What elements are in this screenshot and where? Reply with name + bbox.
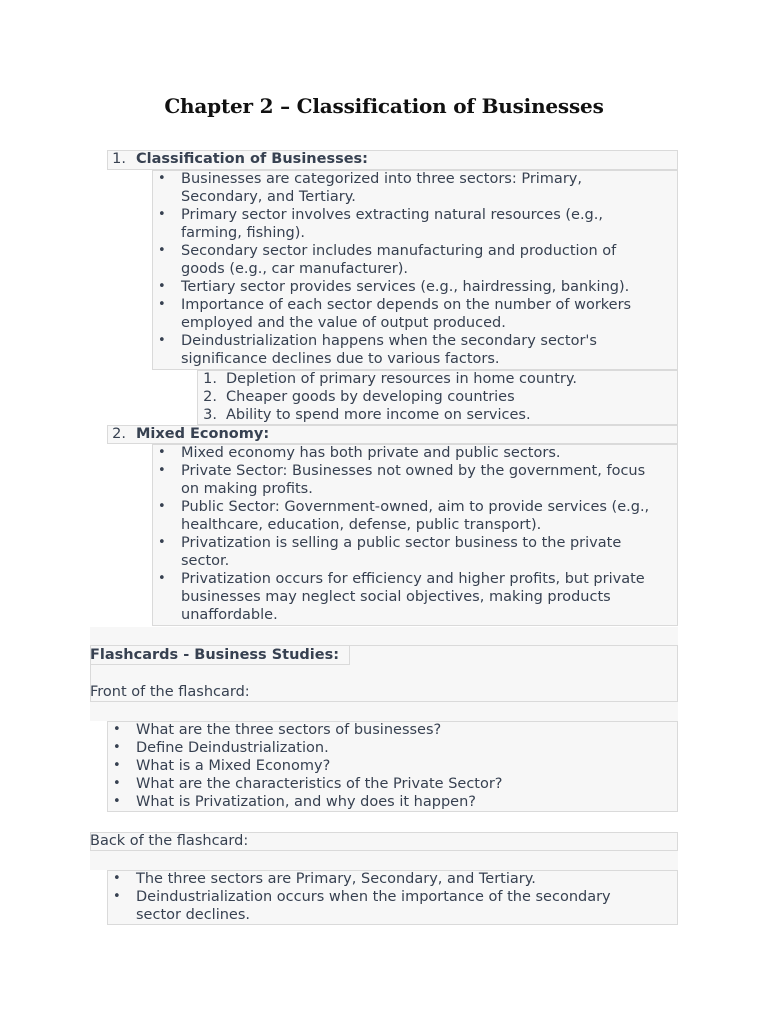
section-2-bullet-5-line-1: Privatization occurs for efficiency and higher profits, but private [181,571,645,587]
bullet-marker: • [158,297,166,312]
section-2-bullet-1-line-1: Mixed economy has both private and public sectors. [181,445,561,461]
bullet-marker: • [158,445,166,460]
back-item-2-line-2: sector declines. [136,907,251,923]
section-1-heading: Classification of Businesses: [136,151,368,167]
section-2-bullet-4-line-1: Privatization is selling a public sector business to the private [181,535,622,551]
section-2-bullet-2-line-2: on making profits. [181,481,313,497]
spacer-band [90,702,678,721]
front-label: Front of the flashcard: [90,684,250,700]
subitem-3-text: Ability to spend more income on services. [226,407,531,423]
bullet-marker: • [113,794,121,809]
bullet-marker: • [113,758,121,773]
section-1-number: 1. [112,151,126,167]
back-label: Back of the flashcard: [90,833,249,849]
section-1-bullet-1-line-2: Secondary, and Tertiary. [181,189,356,205]
bullet-marker: • [158,279,166,294]
section-1-bullet-2-line-1: Primary sector involves extracting natural resources (e.g., [181,207,603,223]
bullet-marker: • [158,207,166,222]
back-item-2-line-1: Deindustrialization occurs when the importance of the secondary [136,889,611,905]
front-item-5: What is Privatization, and why does it happen? [136,794,476,810]
bullet-marker: • [158,499,166,514]
bullet-marker: • [113,871,121,886]
section-2-number: 2. [112,426,126,442]
front-item-4: What are the characteristics of the Private Sector? [136,776,503,792]
subitem-2-number: 2. [203,389,217,405]
spacer-band [90,627,678,645]
subitem-3-number: 3. [203,407,217,423]
section-2-bullet-5-line-3: unaffordable. [181,607,278,623]
front-item-3: What is a Mixed Economy? [136,758,331,774]
section-1-bullet-4-line-1: Tertiary sector provides services (e.g., hairdressing, banking). [181,279,630,295]
bullet-marker: • [113,776,121,791]
bullet-marker: • [158,243,166,258]
bullet-marker: • [113,889,121,904]
section-1-bullet-1-line-1: Businesses are categorized into three sectors: Primary, [181,171,582,187]
bullet-marker: • [158,171,166,186]
bullet-marker: • [113,740,121,755]
subitem-2-text: Cheaper goods by developing countries [226,389,515,405]
bullet-marker: • [158,571,166,586]
section-2-bullet-4-line-2: sector. [181,553,230,569]
subitem-1-text: Depletion of primary resources in home country. [226,371,577,387]
section-2-bullet-2-line-1: Private Sector: Businesses not owned by the government, focus [181,463,646,479]
bullet-marker: • [158,535,166,550]
spacer-band [90,851,678,870]
page-title: Chapter 2 – Classification of Businesses [164,94,604,118]
flashcards-heading: Flashcards - Business Studies: [90,647,340,663]
section-1-bullet-5-line-2: employed and the value of output produced. [181,315,506,331]
front-item-1: What are the three sectors of businesses? [136,722,442,738]
bullet-marker: • [113,722,121,737]
section-1-bullet-3-line-2: goods (e.g., car manufacturer). [181,261,408,277]
section-1-bullet-2-line-2: farming, fishing). [181,225,306,241]
section-2-heading: Mixed Economy: [136,426,270,442]
bullet-marker: • [158,463,166,478]
section-1-bullet-6-line-1: Deindustrialization happens when the secondary sector's [181,333,597,349]
bullet-marker: • [158,333,166,348]
section-2-bullet-5-line-2: businesses may neglect social objectives, making products [181,589,611,605]
back-item-1-line-1: The three sectors are Primary, Secondary, and Tertiary. [136,871,536,887]
front-item-2: Define Deindustrialization. [136,740,329,756]
subitem-1-number: 1. [203,371,217,387]
section-1-bullet-3-line-1: Secondary sector includes manufacturing and production of [181,243,617,259]
section-1-bullet-5-line-1: Importance of each sector depends on the number of workers [181,297,632,313]
section-2-bullet-3-line-2: healthcare, education, defense, public transport). [181,517,542,533]
section-1-bullet-6-line-2: significance declines due to various factors. [181,351,500,367]
section-2-bullet-3-line-1: Public Sector: Government-owned, aim to provide services (e.g., [181,499,650,515]
